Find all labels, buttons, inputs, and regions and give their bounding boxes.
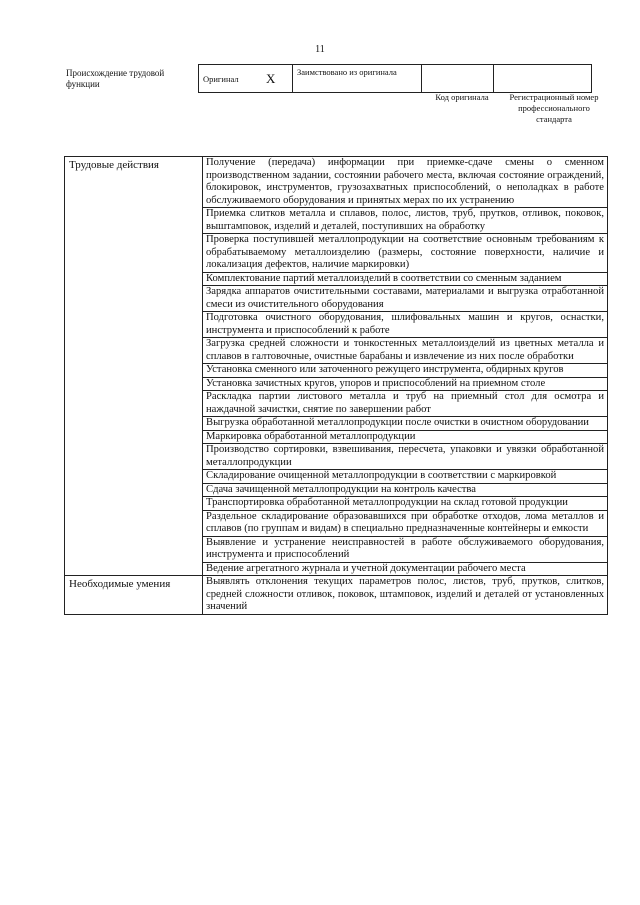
labor-action-item: Установка зачистных кругов, упоров и приспособлений на приемном столе [203, 377, 608, 391]
labor-action-item: Комплектование партий металлоизделий в соответствии со сменным заданием [203, 272, 608, 286]
labor-action-item: Установка сменного или заточенного режущего инструмента, обдирных кругов [203, 364, 608, 378]
labor-actions-label: Трудовые действия [65, 157, 203, 576]
labor-action-item: Подготовка очистного оборудования, шлифовальных машин и кругов, оснастки, инструмента и приспособлений к работе [203, 312, 608, 338]
labor-action-item: Сдача зачищенной металлопродукции на контроль качества [203, 483, 608, 497]
reg-number-label: Регистрационный номер профессионального стандарта [509, 92, 599, 124]
required-skills-label: Необходимые умения [65, 576, 203, 615]
reg-number-cell [494, 65, 592, 93]
page-number: 11 [315, 44, 325, 55]
original-cell: Оригинал [199, 65, 263, 93]
labor-function-table [64, 156, 608, 615]
origin-label: Происхождение трудовой функции [66, 68, 165, 89]
origin-table [198, 64, 592, 93]
table-row [65, 576, 608, 615]
labor-action-item: Ведение агрегатного журнала и учетной документации рабочего места [203, 562, 608, 576]
labor-action-item: Приемка слитков металла и сплавов, полос, листов, труб, прутков, отливок, поковок, выштамповок, изделий и деталей, поступивших на обработку [203, 208, 608, 234]
labor-action-item: Проверка поступившей металлопродукции на соответствие основным требованиям к обрабатываемому металлоизделию (размеры, состояние поверхности, наличие и локализация дефектов, наличие маркировки) [203, 234, 608, 273]
code-cell [422, 65, 494, 93]
code-label: Код оригинала [435, 92, 489, 102]
labor-action-item: Транспортировка обработанной металлопродукции на склад готовой продукции [203, 497, 608, 511]
labor-action-item: Выгрузка обработанной металлопродукции после очистки в очистном оборудовании [203, 417, 608, 431]
labor-action-item: Складирование очищенной металлопродукции в соответствии с маркировкой [203, 470, 608, 484]
labor-action-item: Зарядка аппаратов очистительными составами, материалами и выгрузка отработанной смеси из очистительного оборудования [203, 286, 608, 312]
required-skill-item: Выявлять отклонения текущих параметров полос, листов, труб, прутков, слитков, средней сложности отливок, поковок, штамповок, изделий и деталей от установленных значений [203, 576, 608, 615]
labor-action-item: Производство сортировки, взвешивания, пересчета, упаковки и увязки обработанной металлопродукции [203, 444, 608, 470]
borrowed-cell: Заимствовано из оригинала [293, 65, 422, 93]
labor-action-item: Маркировка обработанной металлопродукции [203, 430, 608, 444]
labor-action-item: Загрузка средней сложности и тонкостенных металлоизделий из цветных металла и сплавов в галтовочные, очистные барабаны и извлечение из них после обработки [203, 338, 608, 364]
labor-action-item: Раскладка партии листового металла и труб на приемный стол для осмотра и наждачной зачистки, снятие по завершении работ [203, 391, 608, 417]
labor-action-item: Получение (передача) информации при приемке-сдаче смены о сменном производственном задании, состоянии рабочего места, включая состояние ограждений, блокировок, инструментов, грузозахватных приспособлений, о неполадках в работе обслуживаемого оборудования и принятых мерах по их устранению [203, 157, 608, 208]
table-row [65, 157, 608, 208]
labor-action-item: Раздельное складирование образовавшихся при обработке отходов, лома металлов и сплавов (по группам и видам) в специально предназначенные контейнеры и емкости [203, 510, 608, 536]
original-mark: X [262, 65, 293, 93]
labor-action-item: Выявление и устранение неисправностей в работе обслуживаемого оборудования, инструмента и приспособлений [203, 536, 608, 562]
